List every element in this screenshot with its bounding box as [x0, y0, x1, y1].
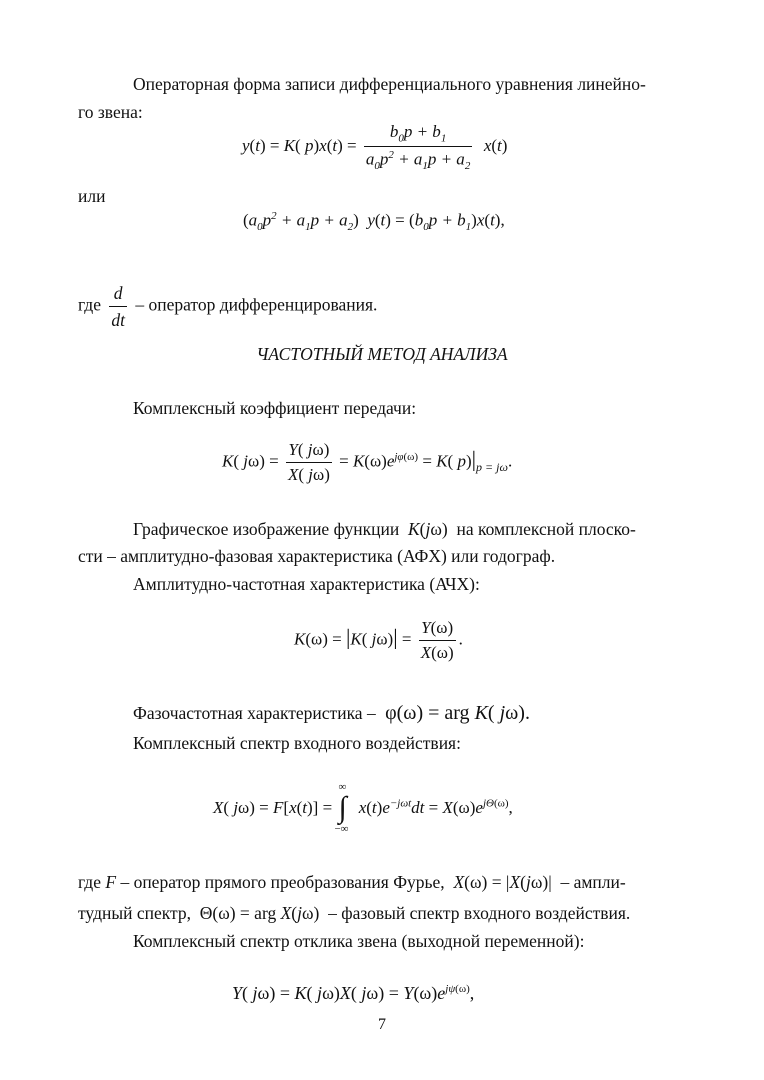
equation-ach: K(ω) = |K( jω)| = $\frac{Y(\omega)}{X(\omega)}$ . — [294, 618, 463, 662]
paragraph-line: Амплитудно-частотная характеристика (АЧХ): — [133, 574, 480, 594]
where-d: где $\frac{d}{dt}$ – оператор дифференцирования. — [78, 283, 378, 330]
equation-input-spectrum: X( jω) = F[x(t)] = ∞ ∫ −∞ $x(t)e^{-j\omega t}dt = X(\omega)e^{j\Theta(\omega)}$, — [213, 781, 513, 835]
equation-output-spectrum: Y( jω) = K( jω)X( $j\omega) = Y(\omega)e^{j\psi(\omega)}$, — [232, 983, 475, 1003]
text-part: – фазовый спектр входного воздействия. — [328, 903, 631, 923]
paragraph-line: Комплексный спектр отклика звена (выходной переменной): — [133, 931, 585, 951]
text-part: Графическое изображение функции — [133, 519, 400, 539]
text-part: – ампли- — [560, 872, 626, 892]
text-part: тудный спектр, — [78, 903, 191, 923]
equation-operator-form: y(t) = K( p)x(t) = $\frac{b_0p + b_1}{a_0p^2 + a_1p + a_2}$ x(t) — [242, 122, 508, 173]
page-number: 7 — [378, 1016, 386, 1033]
paragraph-line: го звена: — [78, 102, 143, 122]
paragraph-line: Операторная форма записи дифференциального уравнения линейно- — [133, 74, 646, 94]
paragraph-line: Комплексный коэффициент передачи: — [133, 398, 417, 418]
text-part: на комплексной плоско- — [456, 519, 636, 539]
equation-alt-form: $(a_0p^2 + a_1p + a_2) y(t) = (b_0p + b_1)x(t)$, — [243, 210, 505, 234]
paragraph-line: Фазочастотная характеристика – φ(ω) = arg K( jω). — [133, 702, 530, 724]
text-part: Фазочастотная характеристика – — [133, 703, 376, 723]
section-title: ЧАСТОТНЫЙ МЕТОД АНАЛИЗА — [256, 344, 508, 364]
equation-transfer-coeff: K( jω) = $\frac{Y( j\omega)}{X( j\omega)}$ = $K(\omega)e^{j\varphi(\omega)} = K$( $p)|_{p = j\omega}$. — [222, 440, 513, 484]
or-text: или — [78, 186, 106, 206]
paragraph-line: Графическое изображение функции K(jω) на комплексной плоско- — [133, 519, 636, 539]
text-part: – оператор прямого преобразования Фурье, — [120, 872, 445, 892]
text-part: где — [78, 872, 101, 892]
paragraph-line: Комплексный спектр входного воздействия: — [133, 733, 461, 753]
where-suffix: – оператор дифференцирования. — [135, 294, 378, 315]
paragraph-line: сти – амплитудно-фазовая характеристика (АФХ) или годограф. — [78, 546, 556, 566]
where-prefix: где — [78, 294, 101, 315]
paragraph-line: где F – оператор прямого преобразования Фурье, X(ω) = |X(jω)| – ампли- — [78, 872, 626, 892]
paragraph-line: тудный спектр, Θ(ω) = arg X(jω) – фазовый спектр входного воздействия. — [78, 903, 631, 923]
